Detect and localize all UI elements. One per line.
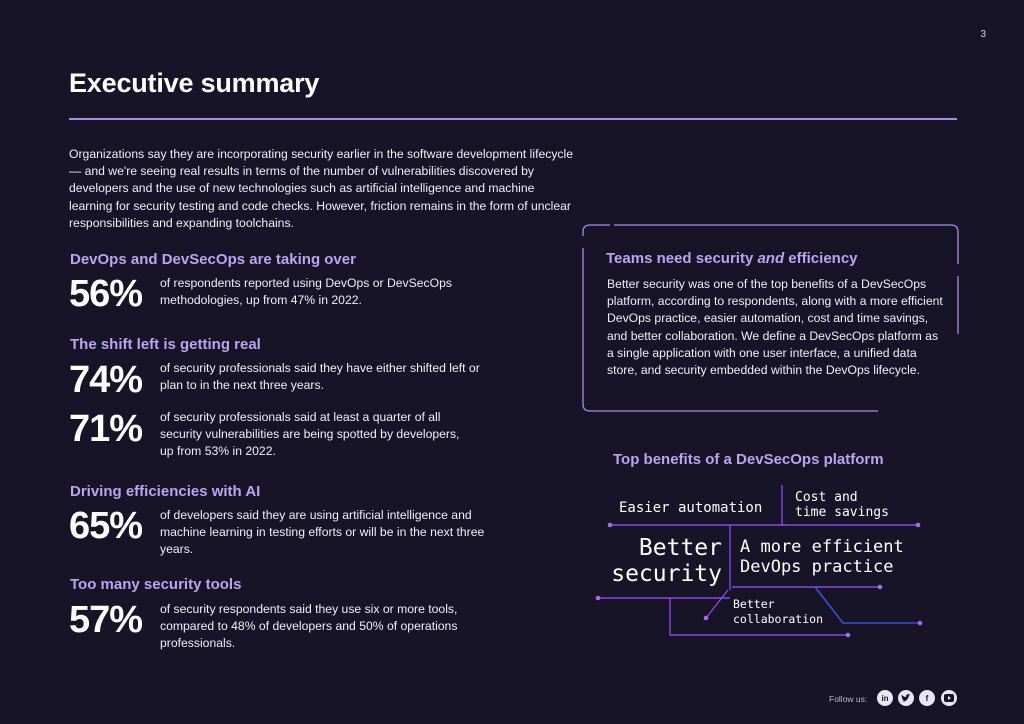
benefits-heading: Top benefits of a DevSecOps platform xyxy=(613,451,884,468)
title-divider xyxy=(69,118,957,120)
page-number: 3 xyxy=(980,29,986,40)
benefit-cost-savings: Cost and time savings xyxy=(795,490,889,520)
devops-stat-text: of respondents reported using DevOps or DevSecOps methodologies, up from 47% in 2022. xyxy=(160,276,452,308)
callout-heading: Teams need security and efficiency xyxy=(606,250,858,267)
ai-heading: Driving efficiencies with AI xyxy=(70,483,261,500)
youtube-icon[interactable] xyxy=(941,690,957,706)
intro-paragraph: Organizations say they are incorporating security earlier in the software development lifecycle — and we're seeing real results in terms of the number of vulnerabilities discovered by developers and the use of new technologies such as artificial intelligence and machine learning for security testing and code checks. However, friction remains in the form of unclear responsibilities and expanding toolchains. xyxy=(69,147,573,230)
ai-stat-text: of developers said they are using artificial intelligence and machine learning in testing efforts or will be in the next three years. xyxy=(160,508,485,557)
shift-left-stat1-text: of security professionals said they have either shifted left or plan to in the next three years. xyxy=(160,361,480,393)
callout-text: Better security was one of the top benefits of a DevSecOps platform, according to respondents, along with a more efficient DevOps practice, easier automation, cost and time savings, and better collaboration. We define a DevSecOps platform as a single application with one user interface, a unified data store, and security embedded within the DevOps lifecycle. xyxy=(607,277,943,378)
page-title: Executive summary xyxy=(69,68,320,98)
tools-stat-text: of security respondents said they use six or more tools, compared to 48% of developers and 50% of operations professionals. xyxy=(160,602,458,651)
ai-stat-number: 65% xyxy=(69,505,143,547)
follow-us-label: Follow us: xyxy=(829,694,868,704)
linkedin-icon[interactable]: in xyxy=(877,690,893,706)
shift-left-heading: The shift left is getting real xyxy=(70,336,261,353)
shift-left-stat1-number: 74% xyxy=(69,359,143,401)
devops-stat-number: 56% xyxy=(69,273,143,315)
benefit-collaboration: Better collaboration xyxy=(733,597,824,626)
shift-left-stat2-text: of security professionals said at least a quarter of all security vulnerabilities are being spotted by developers, up from 53% in 2022. xyxy=(160,410,460,459)
benefit-better-security: Better security xyxy=(611,535,722,587)
shift-left-stat2-number: 71% xyxy=(69,408,143,450)
tools-heading: Too many security tools xyxy=(70,576,242,593)
twitter-icon[interactable] xyxy=(898,690,914,706)
facebook-icon[interactable]: f xyxy=(919,690,935,706)
tools-stat-number: 57% xyxy=(69,599,143,641)
benefit-efficient-devops: A more efficient DevOps practice xyxy=(740,537,904,577)
benefit-easier-automation: Easier automation xyxy=(619,500,763,516)
devops-heading: DevOps and DevSecOps are taking over xyxy=(70,251,356,268)
